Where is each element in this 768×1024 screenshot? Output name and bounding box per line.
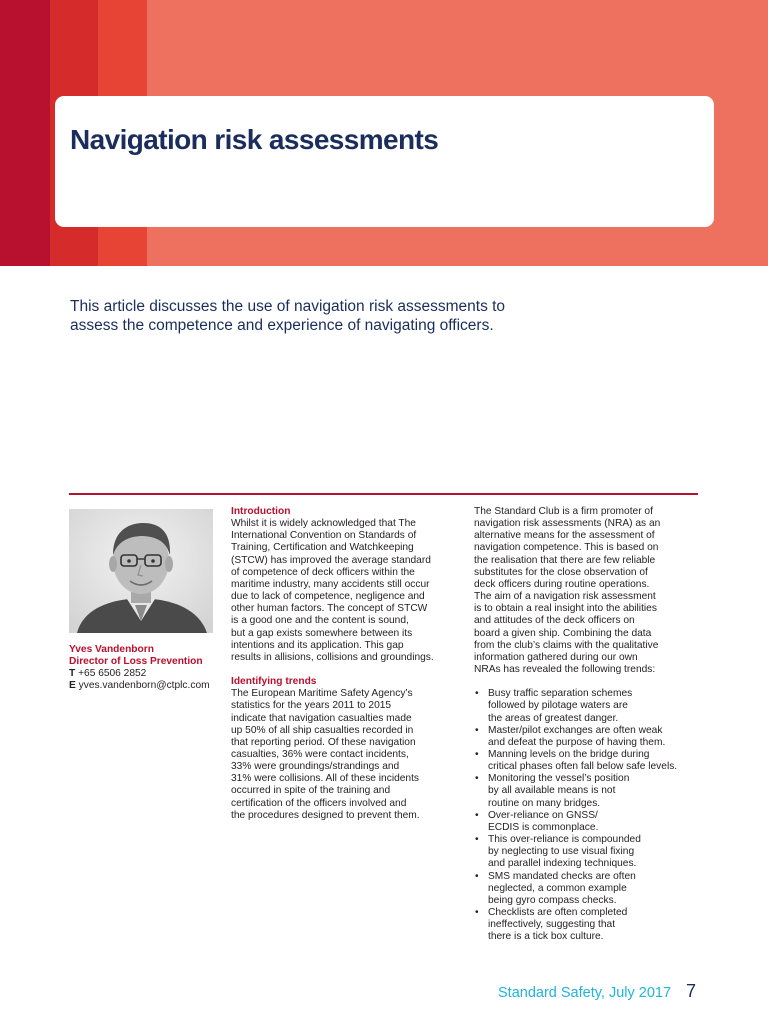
text-line: that reporting period. Of these navigation bbox=[231, 736, 416, 748]
bullet-line: being gyro compass checks. bbox=[488, 894, 617, 906]
bullet-line: ineffectively, suggesting that bbox=[488, 919, 616, 931]
text-line: 31% were collisions. All of these incidents bbox=[231, 773, 420, 785]
bullet-item bbox=[474, 749, 700, 773]
intro-line: This article discusses the use of navigation risk assessments to bbox=[70, 298, 506, 315]
text-line: The aim of a navigation risk assessment bbox=[474, 591, 656, 603]
text-line: NRAs has revealed the following trends: bbox=[474, 664, 656, 676]
bullet-line: and defeat the purpose of having them. bbox=[488, 736, 666, 748]
bullet-line: and parallel indexing techniques. bbox=[488, 858, 637, 870]
text-line: International Convention on Standards of bbox=[231, 530, 417, 542]
text-line: is to obtain a real insight into the abilities bbox=[474, 603, 657, 615]
article-column-middle bbox=[231, 506, 461, 822]
page-footer bbox=[498, 981, 698, 1004]
bullet-item bbox=[474, 907, 700, 943]
trends-bullet-list bbox=[474, 688, 700, 943]
title-card bbox=[55, 96, 714, 227]
bullet-item bbox=[474, 773, 700, 809]
phone-label: T bbox=[69, 668, 76, 679]
bullet-line: • Monitoring the vessel’s position bbox=[488, 773, 630, 785]
text-line: Whilst it is widely acknowledged that The bbox=[231, 518, 416, 530]
author-portrait-image bbox=[69, 509, 213, 633]
bullet-item bbox=[474, 725, 700, 749]
text-line: but a gap exists somewhere between its bbox=[231, 627, 413, 639]
section-heading-identifying-trends: Identifying trends bbox=[231, 676, 317, 688]
text-line: statistics for the years 2011 to 2015 bbox=[231, 700, 392, 712]
page-title: Navigation risk assessments bbox=[70, 124, 439, 155]
bullet-line: • Checklists are often completed bbox=[488, 907, 628, 918]
bullet-line: • This over-reliance is compounded bbox=[488, 834, 641, 846]
text-line: information gathered during our own bbox=[474, 651, 638, 663]
text-line: The European Maritime Safety Agency’s bbox=[231, 688, 413, 700]
text-line: the realisation that there are few reliable bbox=[474, 554, 656, 566]
bullet-line: critical phases often fall below safe levels. bbox=[488, 761, 678, 773]
trends-paragraph bbox=[231, 688, 461, 822]
standard-club-paragraph bbox=[474, 506, 700, 676]
author-name: Yves Vandenborn bbox=[69, 644, 154, 655]
header-banner bbox=[0, 0, 768, 266]
bullet-line: there is a tick box culture. bbox=[488, 931, 604, 943]
text-line: navigation competence. This is based on bbox=[474, 542, 659, 554]
bullet-item bbox=[474, 810, 700, 834]
author-photo bbox=[69, 509, 213, 633]
text-line: 33% were groundings/strandings and bbox=[231, 761, 400, 773]
bullet-line: • SMS mandated checks are often bbox=[488, 870, 636, 882]
bullet-line: • Busy traffic separation schemes bbox=[488, 688, 633, 700]
text-line: and attitudes of the deck officers on bbox=[474, 615, 635, 627]
text-line: occurred in spite of the training and bbox=[231, 785, 391, 797]
author-email bbox=[69, 680, 229, 692]
section-heading-introduction: Introduction bbox=[231, 506, 291, 517]
page-number: 7 bbox=[686, 981, 697, 1001]
text-line: casualties, 36% were contact incidents, bbox=[231, 748, 409, 760]
bullet-line: neglected, a common example bbox=[488, 882, 627, 894]
phone-number: +65 6506 2852 bbox=[78, 668, 147, 679]
text-line: alternative means for the assessment of bbox=[474, 530, 655, 542]
text-line: navigation risk assessments (NRA) as an bbox=[474, 518, 661, 530]
text-line: of competence of deck officers within the bbox=[231, 566, 415, 578]
text-line: other human factors. The concept of STCW bbox=[231, 603, 428, 615]
bullet-item bbox=[474, 871, 700, 907]
section-divider bbox=[69, 493, 698, 495]
bullet-line: • Master/pilot exchanges are often weak bbox=[488, 724, 663, 736]
bullet-item bbox=[474, 688, 700, 724]
text-line: The Standard Club is a firm promoter of bbox=[474, 506, 653, 517]
text-line: indicate that navigation casualties made bbox=[231, 712, 412, 724]
text-line: the procedures designed to prevent them. bbox=[231, 809, 420, 821]
intro-standfirst bbox=[70, 297, 550, 335]
bullet-line: by all available means is not bbox=[488, 785, 616, 797]
author-phone bbox=[69, 668, 229, 680]
author-contact bbox=[69, 644, 229, 692]
email-label: E bbox=[69, 680, 76, 691]
text-line: Training, Certification and Watchkeeping bbox=[231, 542, 414, 554]
bullet-line: • Manning levels on the bridge during bbox=[488, 748, 650, 760]
bullet-line: ECDIS is commonplace. bbox=[488, 821, 599, 833]
banner-stripe bbox=[0, 0, 50, 266]
text-line: from the club’s claims with the qualitative bbox=[474, 639, 659, 651]
text-line: certification of the officers involved and bbox=[231, 797, 407, 809]
text-line: (STCW) has improved the average standard bbox=[231, 554, 431, 566]
text-line: board a given ship. Combining the data bbox=[474, 627, 652, 639]
author-role: Director of Loss Prevention bbox=[69, 656, 203, 667]
bullet-line: routine on many bridges. bbox=[488, 797, 601, 809]
text-line: due to lack of competence, negligence and bbox=[231, 591, 425, 603]
text-line: results in allisions, collisions and groundings. bbox=[231, 651, 434, 663]
bullet-line: the areas of greatest danger. bbox=[488, 712, 619, 724]
intro-line: assess the competence and experience of navigating officers. bbox=[70, 317, 494, 334]
article-column-right bbox=[474, 506, 700, 943]
email-link[interactable]: yves.vandenborn@ctplc.com bbox=[78, 680, 210, 691]
publication-name: Standard Safety, July 2017 bbox=[498, 985, 672, 1001]
text-line: up 50% of all ship casualties recorded in bbox=[231, 724, 414, 736]
introduction-paragraph bbox=[231, 518, 461, 664]
bullet-line: by neglecting to use visual fixing bbox=[488, 846, 635, 858]
text-line: maritime industry, many accidents still occur bbox=[231, 578, 430, 590]
text-line: substitutes for the close observation of bbox=[474, 566, 648, 578]
bullet-line: • Over-reliance on GNSS/ bbox=[488, 809, 598, 821]
text-line: deck officers during routine operations. bbox=[474, 578, 650, 590]
bullet-item bbox=[474, 834, 700, 870]
text-line: is a good one and the content is sound, bbox=[231, 615, 409, 627]
bullet-line: followed by pilotage waters are bbox=[488, 700, 628, 712]
text-line: intentions and its application. This gap bbox=[231, 639, 404, 651]
